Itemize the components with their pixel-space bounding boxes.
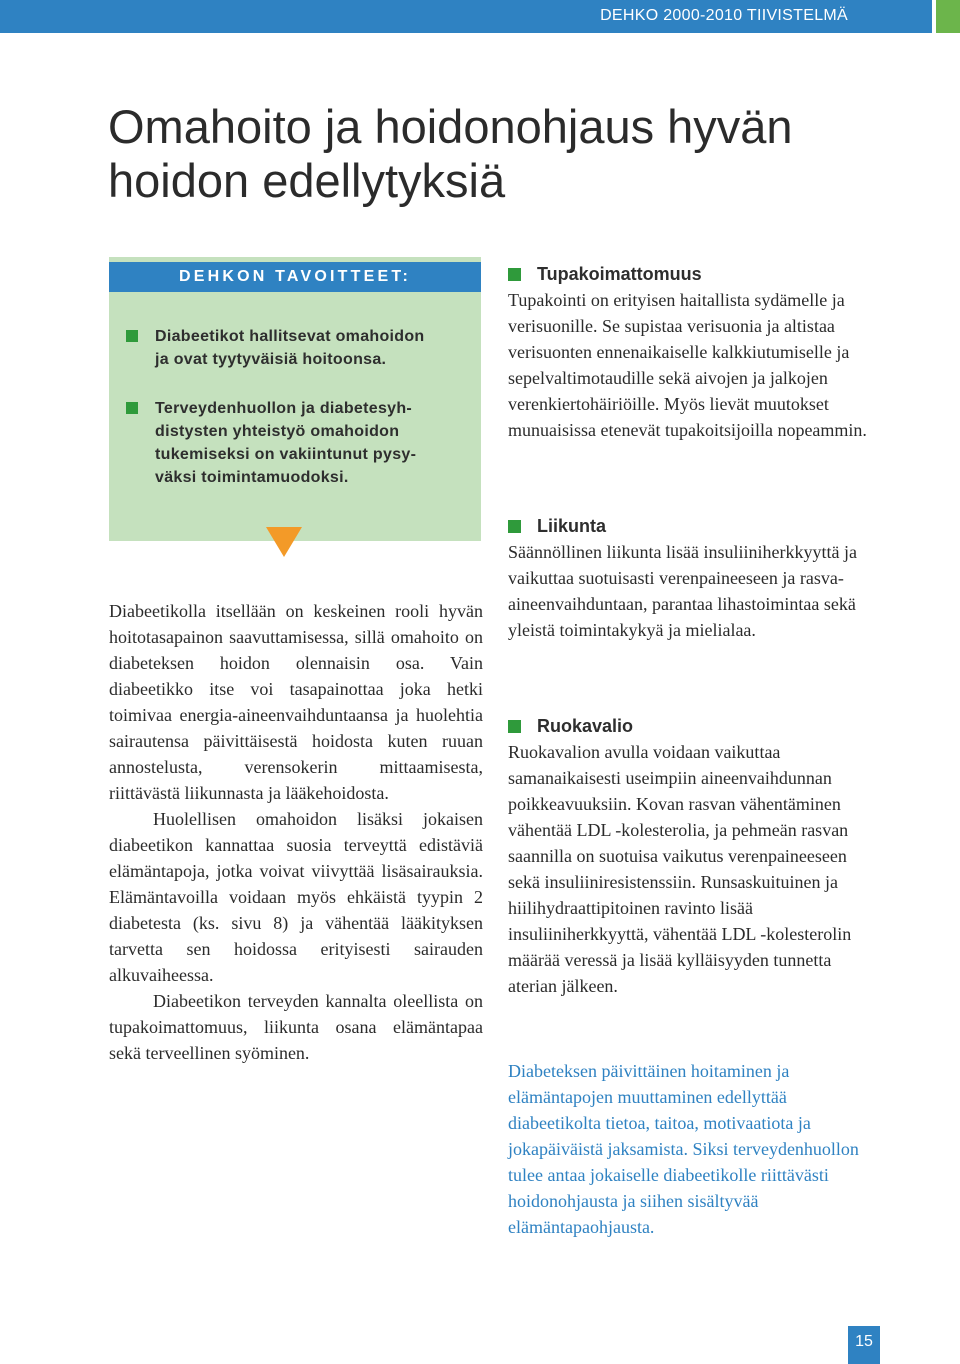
section-heading <box>508 513 878 539</box>
page-title-line-2: hoidon edellytyksiä <box>108 154 506 207</box>
goal-line: Diabeetikot hallitsevat omahoidon <box>155 328 425 345</box>
green-square-bullet-icon <box>508 520 521 533</box>
body-paragraph: Huolellisen omahoidon lisäksi jokaisen diabeetikon kannattaa suosia terveyttä edistäviä elämäntapoja, jotka voivat viivyttää lisäsairauksia. Elämäntavoilla voidaan myös ehkäistä tyypin 2 diabetesta (ks. sivu 8) ja vähentää lääkityksen tarvetta sen hoidossa erityisesti sairauden alkuvaiheessa. <box>109 809 483 985</box>
body-paragraph: Diabeetikon terveyden kannalta oleellista on tupakoimattomuus, liikunta osana elämäntapaa sekä terveellinen syöminen. <box>109 991 483 1063</box>
running-title: DEHKO 2000-2010 TIIVISTELMÄ <box>600 7 848 24</box>
goal-item <box>155 397 473 489</box>
header-bar <box>0 0 932 33</box>
goal-line: ja ovat tyytyväisiä hoitoonsa. <box>155 351 387 368</box>
page-title-line-1: Omahoito ja hoidonohjaus hyvän <box>108 100 793 153</box>
corner-accent-square <box>936 0 960 33</box>
green-square-bullet-icon <box>126 402 138 414</box>
goal-line: väksi toimintamuodoksi. <box>155 469 349 486</box>
section-heading-text: Ruokavalio <box>537 716 634 736</box>
goal-line: tukemiseksi on vakiintunut pysy- <box>155 446 417 463</box>
highlight-paragraph: Diabeteksen päivittäinen hoitaminen ja elämäntapojen muuttaminen edellyttää diabeetikolta tietoa, taitoa, motivaatiota ja jokapäiväistä jaksamista. Siksi terveydenhuollon tulee antaa jokaiselle diabeetikolle riittävästi hoidonohjausta ja siihen sisältyvää elämäntapaohjausta. <box>508 1061 859 1237</box>
section-heading-text: Liikunta <box>537 516 607 536</box>
section-heading-text: Tupakoimattomuus <box>537 264 702 284</box>
goal-line: distysten yhteistyö omahoidon <box>155 423 400 440</box>
orange-down-triangle-icon <box>266 527 302 557</box>
green-square-bullet-icon <box>508 720 521 733</box>
goals-heading: DEHKON TAVOITTEET: <box>109 262 481 292</box>
left-column-text <box>109 598 483 1066</box>
goal-item <box>155 325 473 371</box>
body-paragraph: Diabeetikolla itsellään on keskeinen rooli hyvän hoitotasapainon saavuttamisessa, sillä omahoito on diabeteksen hoidon olennaisin osa. Vain diabeetikko itse voi tasapainottaa joka hetki toimivaa energia-aineenvaihduntaansa ja huolehtia sairautensa päivittäisestä hoidosta kuten ruuan annostelusta, verensokerin mittaamisesta, riittävästä liikunnasta ja lääkehoidosta. <box>109 601 483 803</box>
page-number: 15 <box>848 1326 880 1364</box>
goal-line: Terveydenhuollon ja diabetesyh- <box>155 400 413 417</box>
page-title <box>108 100 793 208</box>
section-heading <box>508 713 878 739</box>
goals-box <box>109 257 481 541</box>
section-ruokavalio <box>508 713 878 999</box>
green-square-bullet-icon <box>126 330 138 342</box>
section-heading <box>508 261 878 287</box>
section-body: Ruokavalion avulla voidaan vaikuttaa samanaikaisesti useimpiin aineenvaihdunnan poikkeavuuksiin. Kovan rasvan vähentäminen vähentää LDL -kolesterolia, ja pehmeän rasvan saannilla on suotuisa vaikutus verenpaineeseen sekä insuliiniresistenssiin. Runsaskuituinen ja hiilihydraattipitoinen ravinto lisää insuliiniherkkyyttä, vähentää LDL -kolesterolin määrää veressä ja lisää kylläisyyden tunnetta aterian jälkeen. <box>508 742 852 996</box>
section-body: Säännöllinen liikunta lisää insuliiniherkkyyttä ja vaikuttaa suotuisasti verenpaineeseen ja rasva-aineenvaihduntaan, parantaa lihastoimintaa sekä yleistä toimintakykyä ja mielialaa. <box>508 542 857 640</box>
section-liikunta <box>508 513 878 643</box>
green-square-bullet-icon <box>508 268 521 281</box>
section-tupakoimattomuus <box>508 261 878 443</box>
section-body: Tupakointi on erityisen haitallista sydämelle ja verisuonille. Se supistaa verisuonia ja altistaa verisuonten ennenaikaiselle kalkkiutumiselle ja sepelvaltimotaudille sekä aivojen ja jalkojen verenkiertohäiriöille. Myös lievät muutokset munuaisissa etenevät tupakoitsijoilla nopeammin. <box>508 290 867 440</box>
